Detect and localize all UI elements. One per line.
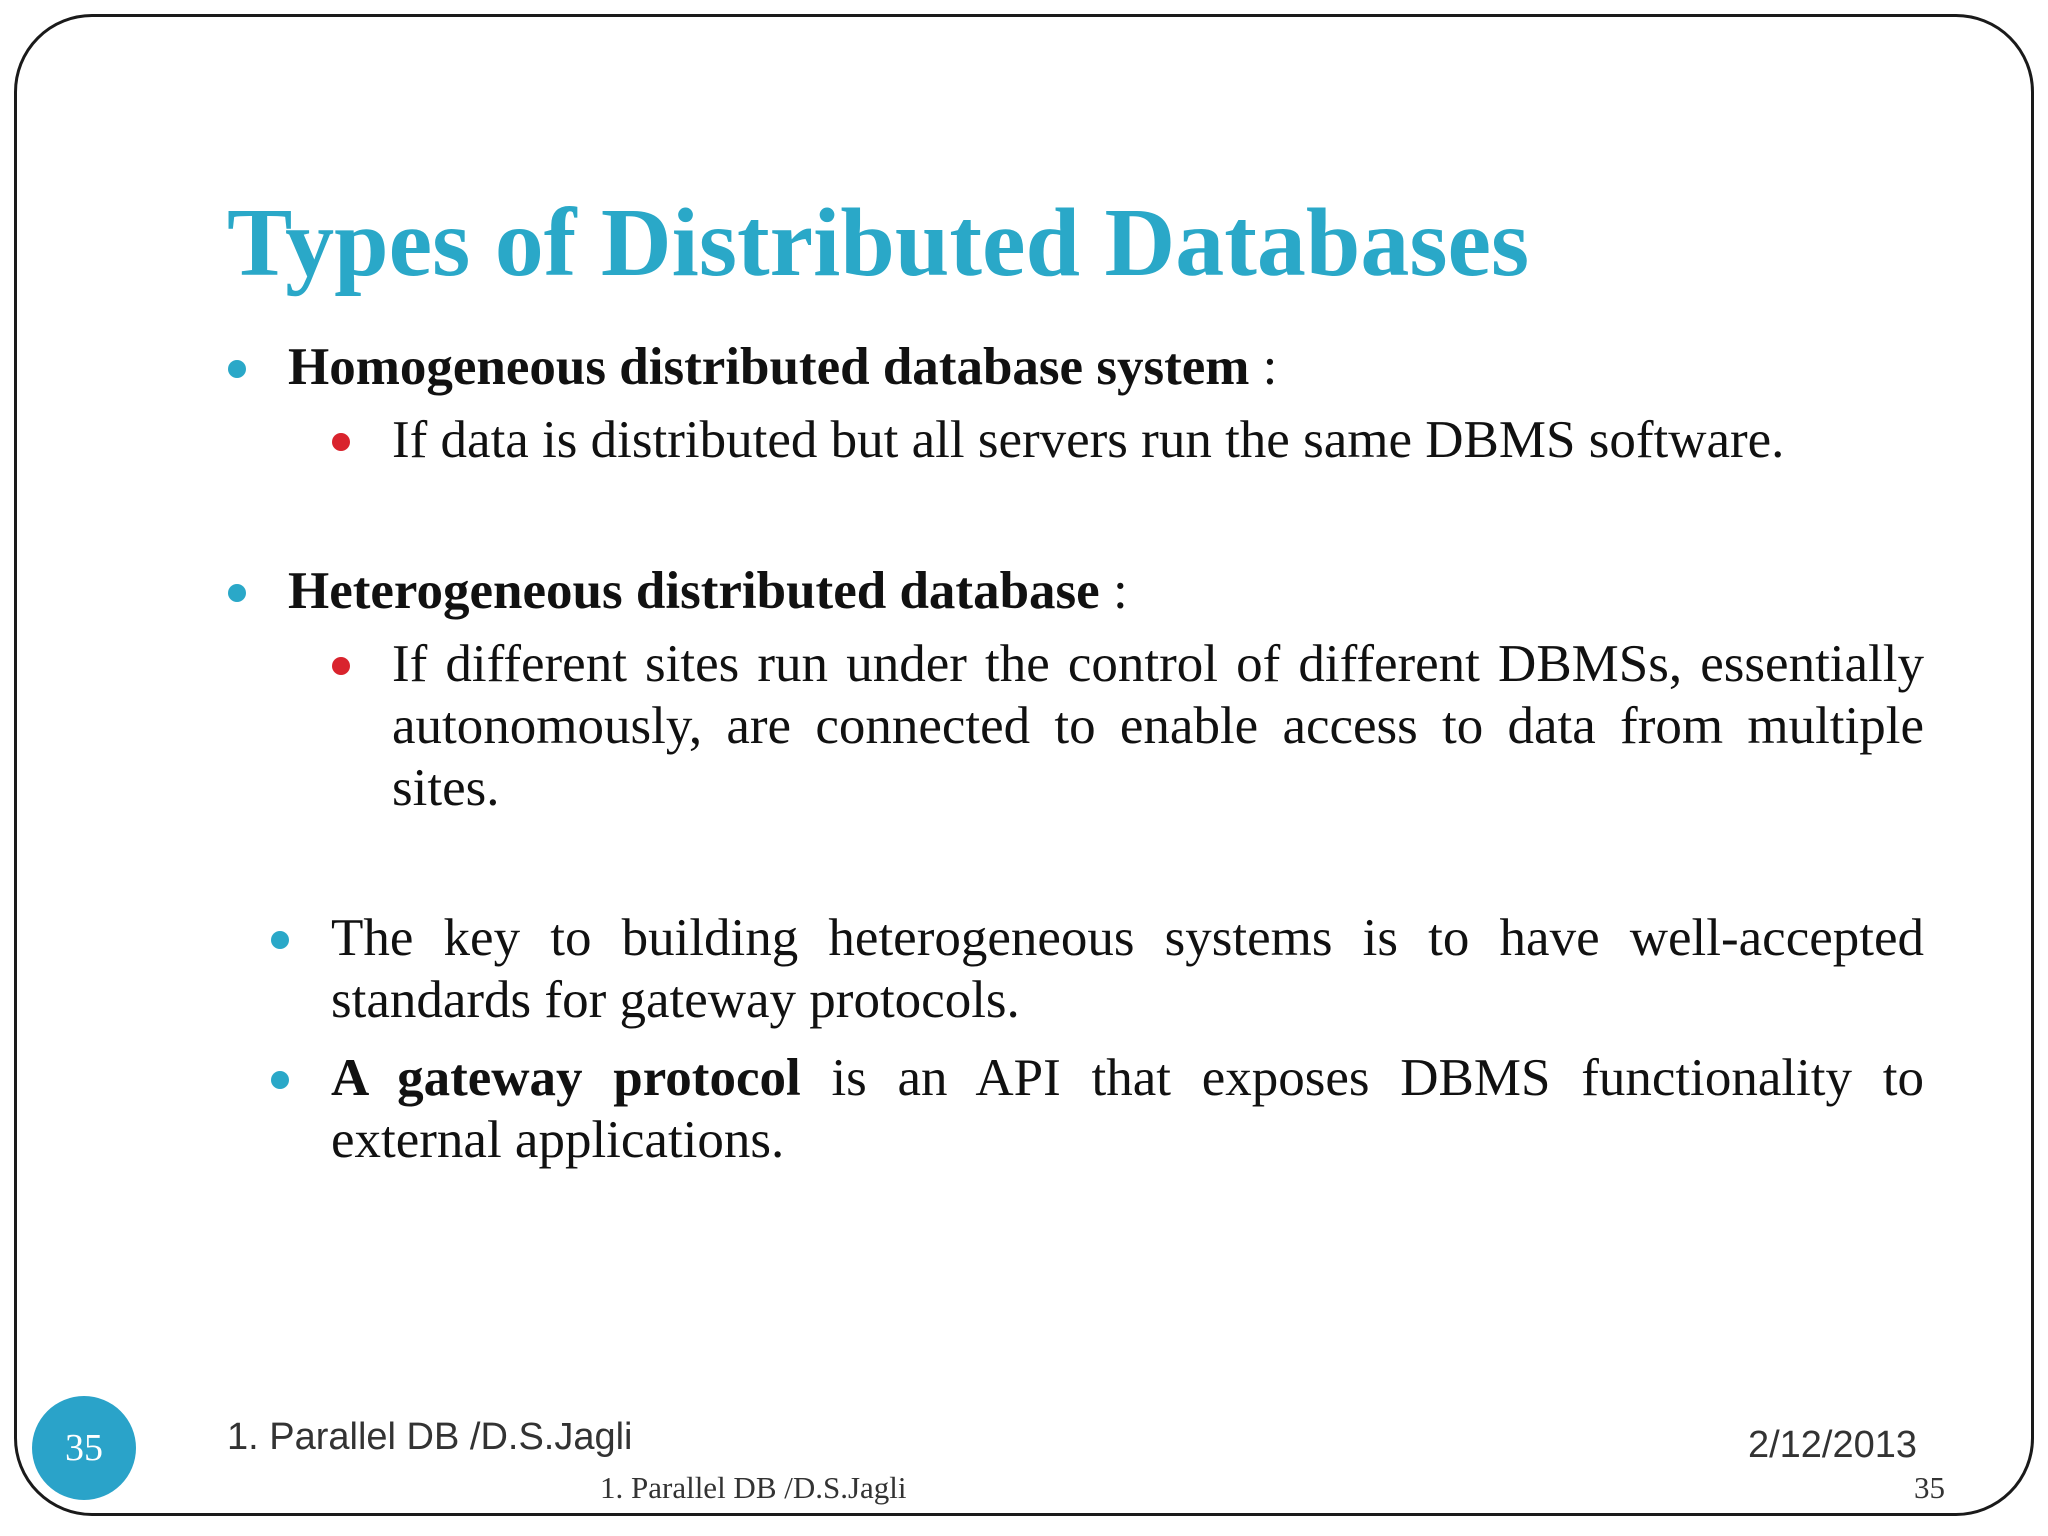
bullet-dot [228,584,246,602]
slide-number-badge: 35 [32,1396,136,1500]
item-bold-text: A gateway protocol [331,1049,801,1107]
bullet-dot [271,931,289,949]
footer-author-text: 1. Parallel DB /D.S.Jagli [227,1416,633,1458]
item-bold-text: Heterogeneous distributed database [288,562,1100,620]
bullet-dot [271,1071,289,1089]
list-item [392,409,1932,471]
list-item [392,633,1924,819]
list-item [331,1047,1924,1171]
bullet-dot [332,433,350,451]
bullet-dot [332,657,350,675]
item-text: The key to building heterogeneous systems is to have well-accepted standards for gateway protocols. [331,909,1924,1029]
item-text: : [1249,338,1278,396]
list-item [288,560,1928,622]
footer-center-text: 1. Parallel DB /D.S.Jagli [600,1470,907,1505]
footer-date: 2/12/2013 [1747,1424,1917,1466]
footer-page-number: 35 [1914,1470,1945,1505]
item-text: If data is distributed but all servers run the same DBMS software. [392,411,1785,469]
list-item [331,907,1924,1031]
slide-title: Types of Distributed Databases [227,189,1530,297]
item-text: is an API that exposes DBMS functionality to external applications. [331,1049,1924,1169]
item-bold-text: Homogeneous distributed database system [288,338,1250,396]
list-item [288,336,1928,398]
item-text: If different sites run under the control of different DBMSs, essentially autonomously, are connected to enable access to data from multiple sites. [392,635,1924,817]
item-text: : [1099,562,1128,620]
bullet-dot [228,360,246,378]
